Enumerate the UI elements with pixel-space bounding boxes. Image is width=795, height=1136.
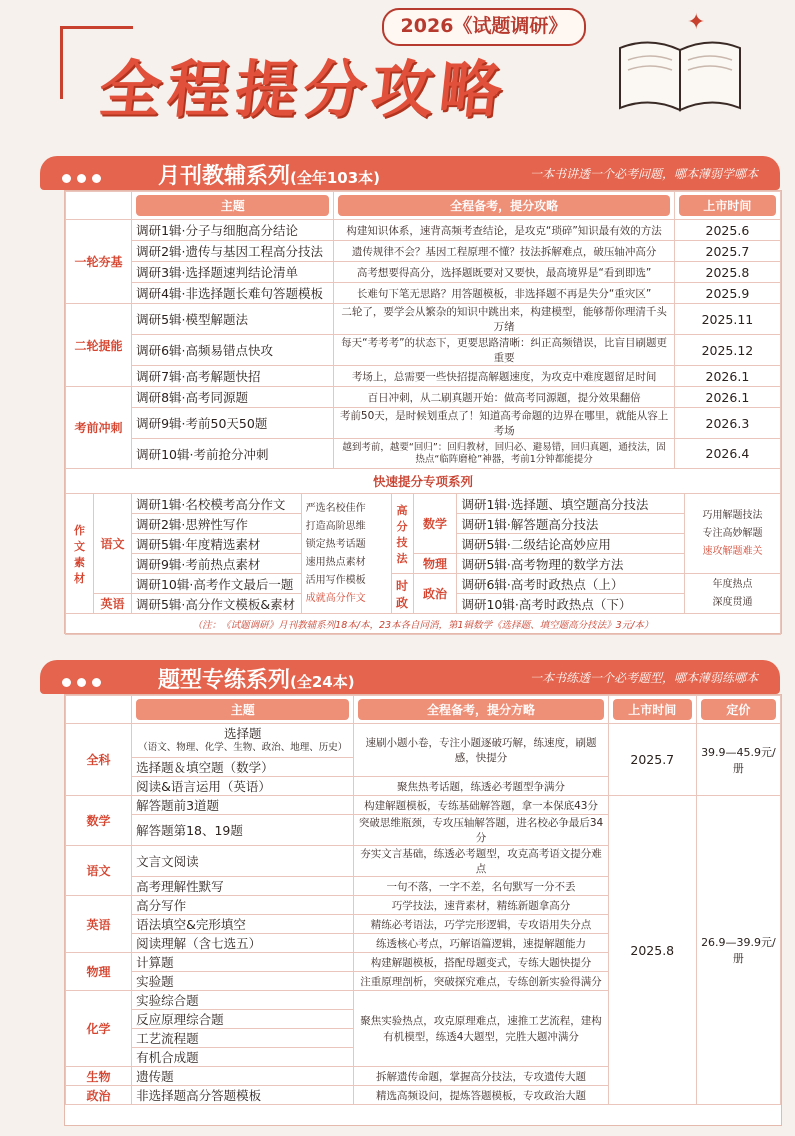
- item-name: 调研10辑·高考时政热点（下）: [457, 594, 685, 614]
- item-date: 2026.4: [674, 439, 780, 469]
- item-name: 调研5辑·二级结论高妙应用: [457, 534, 685, 554]
- chinese-label: 语文: [93, 494, 131, 594]
- item-desc: 每天“考考考”的状态下，更要思路清晰：纠正高频错误，比盲目刷题更重要: [334, 335, 674, 366]
- item-name: 语法填空&完形填空: [132, 915, 354, 934]
- item-desc: 速刷小题小卷，专注小题逐破巧解，练速度，刷题感，快提分: [354, 724, 608, 777]
- item-name: 遗传题: [132, 1067, 354, 1086]
- physics-label: 物理: [413, 554, 457, 574]
- monthly-count: (全年103本): [290, 169, 381, 187]
- category-label: 全科: [66, 724, 132, 796]
- drill-section-bar: [40, 660, 780, 694]
- item-name: 选择题＆填空题（数学）: [132, 758, 354, 777]
- table-row: [66, 304, 781, 335]
- item-desc: 聚焦实验热点，攻克原理难点，速推工艺流程，建构有机模型，练透4大题型，完胜大题冲满分: [354, 991, 608, 1067]
- item-name: 调研2辑·思辨性写作: [131, 514, 301, 534]
- item-name: 高分写作: [132, 896, 354, 915]
- item-date: 2025.9: [674, 283, 780, 304]
- special-series-title: 快速提分专项系列: [66, 469, 781, 494]
- category-label: 考前冲刺: [66, 387, 132, 469]
- category-label: 二轮提能: [66, 304, 132, 387]
- table-row: [66, 439, 781, 469]
- monthly-title: [158, 159, 380, 190]
- price: 39.9—45.9元/册: [696, 724, 780, 796]
- item-name: 选择题 （语文、物理、化学、生物、政治、地理、历史）: [132, 724, 354, 758]
- item-name: 调研5辑·高考物理的数学方法: [457, 554, 685, 574]
- table-row: [66, 283, 781, 304]
- item-name: 调研10辑·高考作文最后一题: [131, 574, 301, 594]
- item-name: 调研5辑·年度精选素材: [131, 534, 301, 554]
- item-name: 调研3辑·选择题速判结论清单: [132, 262, 334, 283]
- item-name: 调研2辑·遗传与基因工程高分技法: [132, 241, 334, 262]
- current-category: 时政: [391, 574, 413, 614]
- item-name: 调研1辑·名校模考高分作文: [131, 494, 301, 514]
- col-topic: 主题: [136, 195, 329, 216]
- item-date: 2026.1: [674, 387, 780, 408]
- chinese-features: 严选名校佳作 打造高阶思维 锁定热考话题 速用热点素材 活用写作模板 成就高分作文: [301, 494, 391, 614]
- item-date: 2025.8: [674, 262, 780, 283]
- item-name: 调研9辑·考前热点素材: [131, 554, 301, 574]
- item-desc: 高考想要得高分，选择题既要对又要快，最高境界是“看到即选”: [334, 262, 674, 283]
- table-row: [66, 366, 781, 387]
- table-row: [66, 335, 781, 366]
- item-name: 调研6辑·高考时政热点（上）: [457, 574, 685, 594]
- english-label: 英语: [93, 594, 131, 614]
- item-desc: 精练必考语法，巧学完形逻辑，专攻语用失分点: [354, 915, 608, 934]
- item-name: 有机合成题: [132, 1048, 354, 1067]
- item-name: 调研5辑·高分作文模板&素材: [131, 594, 301, 614]
- dots-icon: [62, 168, 107, 187]
- item-name: 调研6辑·高频易错点快攻: [132, 335, 334, 366]
- item-name: 调研5辑·模型解题法: [132, 304, 334, 335]
- col-date: 上市时间: [679, 195, 776, 216]
- item-desc: 精选高频设问，提炼答题模板，专攻政治大题: [354, 1086, 608, 1105]
- drill-table: [65, 695, 781, 1105]
- item-desc: 二轮了，要学会从繁杂的知识中跳出来，构建模型，能够帮你理清千头万绪: [334, 304, 674, 335]
- item-desc: 构建知识体系，速背高频考查结论，是攻克“琐碎”知识最有效的方法: [334, 220, 674, 241]
- politics-label: 政治: [413, 574, 457, 614]
- table-row: [66, 220, 781, 241]
- table-row: [66, 408, 781, 439]
- item-desc: 拆解遗传命题，掌握高分技法，专攻遗传大题: [354, 1067, 608, 1086]
- open-book-icon: [610, 28, 750, 118]
- release-date: 2025.7: [608, 724, 696, 796]
- header: [0, 0, 795, 150]
- item-desc: 一句不落，一字不差，名句默写一分不丢: [354, 877, 608, 896]
- drill-title-text: 题型专练系列: [158, 668, 291, 693]
- category-label: 语文: [66, 846, 132, 896]
- category-label: 数学: [66, 796, 132, 846]
- price: 26.9—39.9元/册: [696, 796, 780, 1105]
- item-name: 解答题前3道题: [132, 796, 354, 815]
- item-name: 解答题第18、19题: [132, 815, 354, 846]
- col-topic: 主题: [136, 699, 349, 720]
- item-name: 调研9辑·考前50天50题: [132, 408, 334, 439]
- item-name: 调研1辑·分子与细胞高分结论: [132, 220, 334, 241]
- main-title: 全程提分攻略: [95, 53, 512, 126]
- item-date: 2026.1: [674, 366, 780, 387]
- math-label: 数学: [413, 494, 457, 554]
- item-date: 2025.7: [674, 241, 780, 262]
- col-strategy: 全程备考，提分方略: [358, 699, 603, 720]
- category-label: 化学: [66, 991, 132, 1067]
- col-strategy: 全程备考，提分攻略: [338, 195, 669, 216]
- item-name: 调研1辑·选择题、填空题高分技法: [457, 494, 685, 514]
- item-desc: 夯实文言基础，练透必考题型，攻克高考语文提分难点: [354, 846, 608, 877]
- item-name: 调研10辑·考前抢分冲刺: [132, 439, 334, 469]
- footnote: （注：《试题调研》月刊教辅系列18本/本，23本各自同消，第1辑数学《选择题、填空题高分技法》3元/本）: [66, 614, 781, 635]
- item-date: 2025.6: [674, 220, 780, 241]
- monthly-section-bar: [40, 156, 780, 190]
- item-desc: 考前50天，是时候划重点了！知道高考命题的边界在哪里，就能从容上考场: [334, 408, 674, 439]
- item-desc: 百日冲刺，从二刷真题开始：做高考同源题，提分效果翻倍: [334, 387, 674, 408]
- item-desc: 考场上，总需要一些快招提高解题速度，为攻克中难度题留足时间: [334, 366, 674, 387]
- item-desc: 聚焦热考话题，练透必考题型争满分: [354, 777, 608, 796]
- tech-category: 高分技法: [391, 494, 413, 574]
- item-desc: 遗传规律不会？基因工程原理不懂？技法拆解难点，破压轴冲高分: [334, 241, 674, 262]
- item-desc: 构建解题模板，专练基础解答题，拿一本保底43分: [354, 796, 608, 815]
- item-desc: 长难句下笔无思路？用答题模板，非选择题不再是失分“重灾区”: [334, 283, 674, 304]
- item-desc: 越到考前，越要“回归”：回归教材，回归必、避易错，回归真题，通技法，固热点“临阵磨枪”神器，考前1分钟都能提分: [334, 439, 674, 469]
- category-label: 一轮夯基: [66, 220, 132, 304]
- item-desc: 注重原理剖析，突破探究难点，专练创新实验得满分: [354, 972, 608, 991]
- release-date: 2025.8: [608, 796, 696, 1105]
- item-desc: 构建解题模板，搭配母题变式，专练大题快提分: [354, 953, 608, 972]
- col-date: 上市时间: [613, 699, 692, 720]
- item-name: 调研1辑·解答题高分技法: [457, 514, 685, 534]
- star-icon: ✦: [687, 10, 706, 35]
- item-desc: 练透核心考点，巧解语篇逻辑，速提解题能力: [354, 934, 608, 953]
- item-desc: 突破思维瓶颈，专攻压轴解答题，进名校必争最后34分: [354, 815, 608, 846]
- item-name: 调研4辑·非选择题长难句答题模板: [132, 283, 334, 304]
- item-date: 2025.11: [674, 304, 780, 335]
- drill-slogan: 一本书练透一个必考题型，哪本薄弱练哪本: [529, 671, 758, 685]
- table-row: [66, 387, 781, 408]
- item-name: 计算题: [132, 953, 354, 972]
- special-table: [65, 493, 781, 635]
- item-name: 文言文阅读: [132, 846, 354, 877]
- item-name: 调研8辑·高考同源题: [132, 387, 334, 408]
- item-name: 实验题: [132, 972, 354, 991]
- item-name: 阅读理解（含七选五）: [132, 934, 354, 953]
- table-row: [66, 241, 781, 262]
- composition-category: 作文素材: [66, 494, 94, 614]
- series-badge: 2026《试题调研》: [382, 8, 586, 46]
- politics-features: 年度热点 深度贯通: [685, 574, 781, 614]
- item-name: 非选择题高分答题模板: [132, 1086, 354, 1105]
- drill-panel: [64, 694, 782, 1126]
- item-name: 工艺流程题: [132, 1029, 354, 1048]
- dots-icon: [62, 672, 107, 691]
- category-label: 政治: [66, 1086, 132, 1105]
- item-desc: 巧学技法，速背素材，精练新题拿高分: [354, 896, 608, 915]
- item-date: 2025.12: [674, 335, 780, 366]
- col-price: 定价: [701, 699, 776, 720]
- category-label: 物理: [66, 953, 132, 991]
- monthly-panel: [64, 190, 782, 634]
- monthly-slogan: 一本书讲透一个必考问题，哪本薄弱学哪本: [529, 167, 758, 181]
- table-row: [66, 262, 781, 283]
- item-name: 高考理解性默写: [132, 877, 354, 896]
- monthly-table: [65, 191, 781, 494]
- item-name: 阅读&语言运用（英语）: [132, 777, 354, 796]
- category-label: 英语: [66, 896, 132, 953]
- drill-title: [158, 663, 355, 694]
- item-name: 反应原理综合题: [132, 1010, 354, 1029]
- category-label: 生物: [66, 1067, 132, 1086]
- tech-features: 巧用解题技法 专注高妙解题 速攻解题难关: [685, 494, 781, 574]
- item-name: 调研7辑·高考解题快招: [132, 366, 334, 387]
- item-name: 实验综合题: [132, 991, 354, 1010]
- monthly-title-text: 月刊教辅系列: [158, 164, 291, 189]
- item-date: 2026.3: [674, 408, 780, 439]
- drill-count: (全24本): [290, 673, 355, 691]
